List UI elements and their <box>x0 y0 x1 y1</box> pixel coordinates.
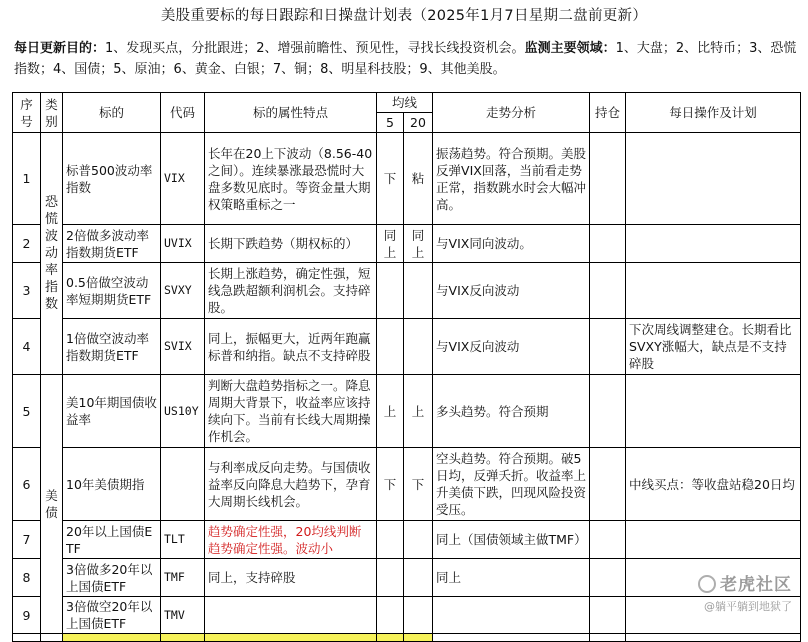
watermark-logo-text: 老虎社区 <box>720 575 792 595</box>
row-plan <box>626 375 801 448</box>
row-ma20 <box>404 319 433 375</box>
partial-cell-highlight <box>161 634 205 642</box>
table-row-partial <box>13 634 801 642</box>
row-seq: 9 <box>13 597 41 634</box>
row-seq: 6 <box>13 448 41 521</box>
row-plan <box>626 597 801 634</box>
row-trend: 振荡趋势。符合预期。美股反弹VIX回落，当前看走势正常，指数跳水时会大幅冲高。 <box>433 133 590 225</box>
header-code: 代码 <box>161 93 205 133</box>
row-plan <box>626 521 801 559</box>
row-ma5: 下 <box>377 133 404 225</box>
row-seq: 4 <box>13 319 41 375</box>
table-row <box>13 448 801 521</box>
row-code: TMV <box>161 597 205 634</box>
partial-cell-highlight <box>205 634 377 642</box>
partial-cell <box>590 634 626 642</box>
header-seq: 序号 <box>13 93 41 133</box>
row-ma5: 同上 <box>377 225 404 263</box>
row-ma5 <box>377 319 404 375</box>
partial-cell-highlight <box>404 634 433 642</box>
table-row <box>13 597 801 634</box>
row-attr: 判断大盘趋势指标之一。降息周期大背景下，收益率应该持续向下。当前有长线大周期操作机会。 <box>205 375 377 448</box>
partial-cell <box>13 634 41 642</box>
row-seq: 3 <box>13 263 41 319</box>
purpose-block <box>14 38 800 80</box>
purpose-text: 1、发现买点，分批跟进；2、增强前瞻性、预见性，寻找长线投资机会。 <box>105 41 525 56</box>
row-name: 20年以上国债ETF <box>63 521 161 559</box>
row-position <box>590 319 626 375</box>
row-name: 0.5倍做空波动率短期期货ETF <box>63 263 161 319</box>
category-char: 波 <box>44 229 58 244</box>
row-name: 10年美债期指 <box>63 448 161 521</box>
row-plan <box>626 263 801 319</box>
row-ma20 <box>404 263 433 319</box>
row-ma20 <box>404 559 433 597</box>
row-trend: 多头趋势。符合预期 <box>433 375 590 448</box>
partial-cell <box>626 634 801 642</box>
table-row <box>13 559 801 597</box>
row-name: 标普500波动率指数 <box>63 133 161 225</box>
row-ma5 <box>377 597 404 634</box>
header-ma20: 20 <box>404 113 433 133</box>
row-trend: 同上（国债领域主做TMF） <box>433 521 590 559</box>
row-name: 3倍做空20年以上国债ETF <box>63 597 161 634</box>
header-ma5: 5 <box>377 113 404 133</box>
row-trend: 与VIX同向波动。 <box>433 225 590 263</box>
row-ma20: 同上 <box>404 225 433 263</box>
row-ma20: 下 <box>404 448 433 521</box>
row-attr: 长期下跌趋势（期权标的） <box>205 225 377 263</box>
row-attr: 趋势确定性强，20均线判断趋势确定性强。波动小 <box>205 521 377 559</box>
row-attr <box>205 597 377 634</box>
row-name: 美10年期国债收益率 <box>63 375 161 448</box>
row-plan <box>626 133 801 225</box>
row-attr: 长年在20上下波动（8.56-40之间）。连续暴涨最恐慌时大盘多数见底时。等资金量大期权策略重标之一 <box>205 133 377 225</box>
row-trend <box>433 597 590 634</box>
row-ma5: 上 <box>377 375 404 448</box>
row-trend: 空头趋势。符合预期。破5日均，反弹夭折。收益率上升美债下跌，凹现风险投资受压。 <box>433 448 590 521</box>
header-row <box>13 93 801 113</box>
purpose-label: 每日更新目的： <box>14 41 106 56</box>
header-category: 类别 <box>41 93 63 133</box>
row-seq: 1 <box>13 133 41 225</box>
category-char: 恐 <box>44 195 58 210</box>
category-char: 慌 <box>44 212 58 227</box>
row-position <box>590 225 626 263</box>
table-row <box>13 319 801 375</box>
row-position <box>590 263 626 319</box>
category-bond: 美债 <box>41 375 63 634</box>
row-code: SVXY <box>161 263 205 319</box>
partial-cell-highlight <box>63 634 161 642</box>
row-trend: 同上 <box>433 559 590 597</box>
category-char: 数 <box>44 297 58 312</box>
row-position <box>590 133 626 225</box>
table-row <box>13 521 801 559</box>
row-code: VIX <box>161 133 205 225</box>
row-plan: 中线买点：等收盘站稳20日均 <box>626 448 801 521</box>
category-char: 率 <box>44 263 58 278</box>
row-code: US10Y <box>161 375 205 448</box>
partial-cell-highlight <box>377 634 404 642</box>
table-row <box>13 263 801 319</box>
header-ma: 均线 <box>377 93 433 113</box>
row-ma20: 上 <box>404 375 433 448</box>
partial-cell <box>433 634 590 642</box>
row-code: UVIX <box>161 225 205 263</box>
row-name: 2倍做多波动率指数期货ETF <box>63 225 161 263</box>
row-attr: 长期上涨趋势，确定性强，短线急跌超额利润机会。支持碎股。 <box>205 263 377 319</box>
category-char: 指 <box>44 280 58 295</box>
header-plan: 每日操作及计划 <box>626 93 801 133</box>
row-attr: 与利率成反向走势。与国债收益率反向降息大趋势下，孕育大周期长线机会。 <box>205 448 377 521</box>
row-position <box>590 448 626 521</box>
row-ma5 <box>377 263 404 319</box>
row-name: 1倍做空波动率指数期货ETF <box>63 319 161 375</box>
row-code: TMF <box>161 559 205 597</box>
page-title: 美股重要标的每日跟踪和日操盘计划表（2025年1月7日星期二盘前更新） <box>160 8 648 24</box>
row-trend: 与VIX反向波动 <box>433 263 590 319</box>
row-ma20 <box>404 521 433 559</box>
row-plan <box>626 225 801 263</box>
row-position <box>590 521 626 559</box>
row-position <box>590 597 626 634</box>
row-code: SVIX <box>161 319 205 375</box>
row-seq: 5 <box>13 375 41 448</box>
row-position <box>590 375 626 448</box>
category-vix <box>41 133 63 375</box>
row-attr: 同上，支持碎股 <box>205 559 377 597</box>
row-seq: 7 <box>13 521 41 559</box>
row-seq: 8 <box>13 559 41 597</box>
row-plan: 下次周线调整建仓。长期看比SVXY涨幅大，缺点是不支持碎股 <box>626 319 801 375</box>
row-attr: 同上，振幅更大，近两年跑赢标普和纳指。缺点不支持碎股 <box>205 319 377 375</box>
header-target: 标的 <box>63 93 161 133</box>
watermark-user: @躺平躺到地狱了 <box>704 600 792 613</box>
tracking-table <box>12 92 801 642</box>
row-code <box>161 448 205 521</box>
row-code: TLT <box>161 521 205 559</box>
row-ma5: 下 <box>377 448 404 521</box>
row-position <box>590 559 626 597</box>
header-position: 持仓 <box>590 93 626 133</box>
header-trend: 走势分析 <box>433 93 590 133</box>
table-row <box>13 375 801 448</box>
table-row <box>13 133 801 225</box>
category-char: 动 <box>44 246 58 261</box>
row-trend: 与VIX反向波动 <box>433 319 590 375</box>
row-seq: 2 <box>13 225 41 263</box>
table-row <box>13 225 801 263</box>
header-attributes: 标的属性特点 <box>205 93 377 133</box>
row-ma5 <box>377 521 404 559</box>
monitor-text: 1、大盘；2、比特币；3、恐慌指数；4、国债；5、原油；6、黄金、白银；7、铜；8、明星科技股；9、其他美股。 <box>14 41 797 77</box>
row-ma5 <box>377 559 404 597</box>
row-plan <box>626 559 801 597</box>
row-ma20 <box>404 597 433 634</box>
monitor-label: 监测主要领域： <box>524 41 616 56</box>
partial-cell <box>41 634 63 642</box>
row-ma20: 粘 <box>404 133 433 225</box>
row-name: 3倍做多20年以上国债ETF <box>63 559 161 597</box>
